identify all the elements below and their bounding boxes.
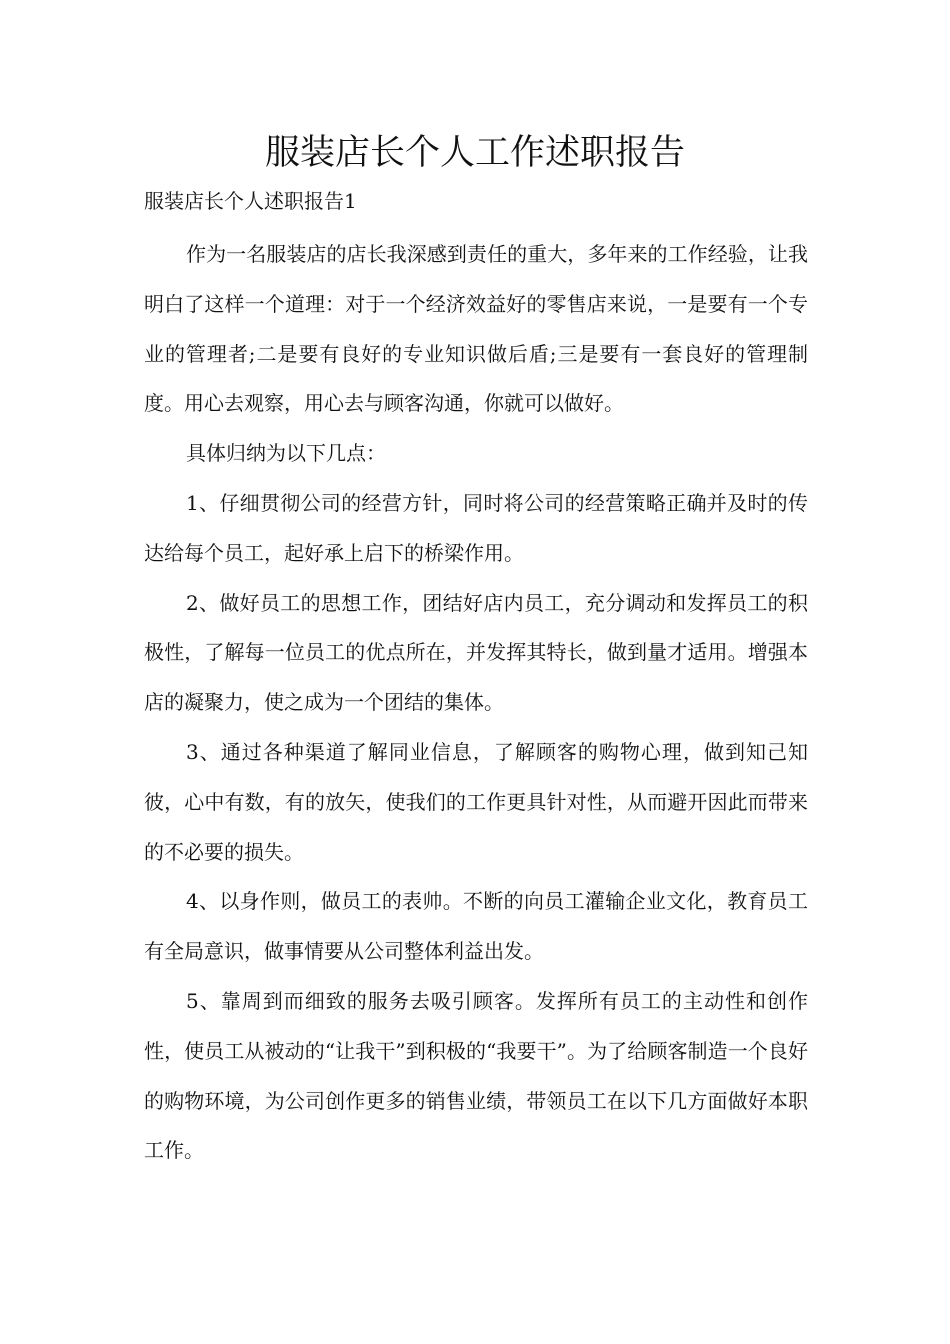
paragraph-point-2: 2、做好员工的思想工作，团结好店内员工，充分调动和发挥员工的积极性，了解每一位员工的优点所在，并发挥其特长，做到量才适用。增强本店的凝聚力，使之成为一个团结的集体。 [144,590,808,715]
document-body [144,230,808,1176]
paragraph-summary-lead: 具体归纳为以下几点： [186,441,386,466]
paragraph-point-4: 4、以身作则，做员工的表帅。不断的向员工灌输企业文化，教育员工有全局意识，做事情要从公司整体利益出发。 [144,889,808,964]
document-subtitle: 服装店长个人述职报告1 [144,189,357,213]
paragraph-point-5: 5、靠周到而细致的服务去吸引顾客。发挥所有员工的主动性和创作性，使员工从被动的“让我干”到积极的“我要干”。为了给顾客制造一个良好的购物环境，为公司创作更多的销售业绩，带领员工在以下几方面做好本职工作。 [144,988,808,1163]
paragraph-point-1: 1、仔细贯彻公司的经营方针，同时将公司的经营策略正确并及时的传达给每个员工，起好承上启下的桥梁作用。 [144,490,808,565]
document-title: 服装店长个人工作述职报告 [264,133,685,173]
paragraph-intro: 作为一名服装店的店长我深感到责任的重大，多年来的工作经验，让我明白了这样一个道理：对于一个经济效益好的零售店来说，一是要有一个专业的管理者;二是要有良好的专业知识做后盾;三是要有一套良好的管理制度。用心去观察，用心去与顾客沟通，你就可以做好。 [144,242,808,416]
paragraph-point-3: 3、通过各种渠道了解同业信息，了解顾客的购物心理，做到知己知彼，心中有数，有的放矢，使我们的工作更具针对性，从而避开因此而带来的不必要的损失。 [144,739,808,864]
